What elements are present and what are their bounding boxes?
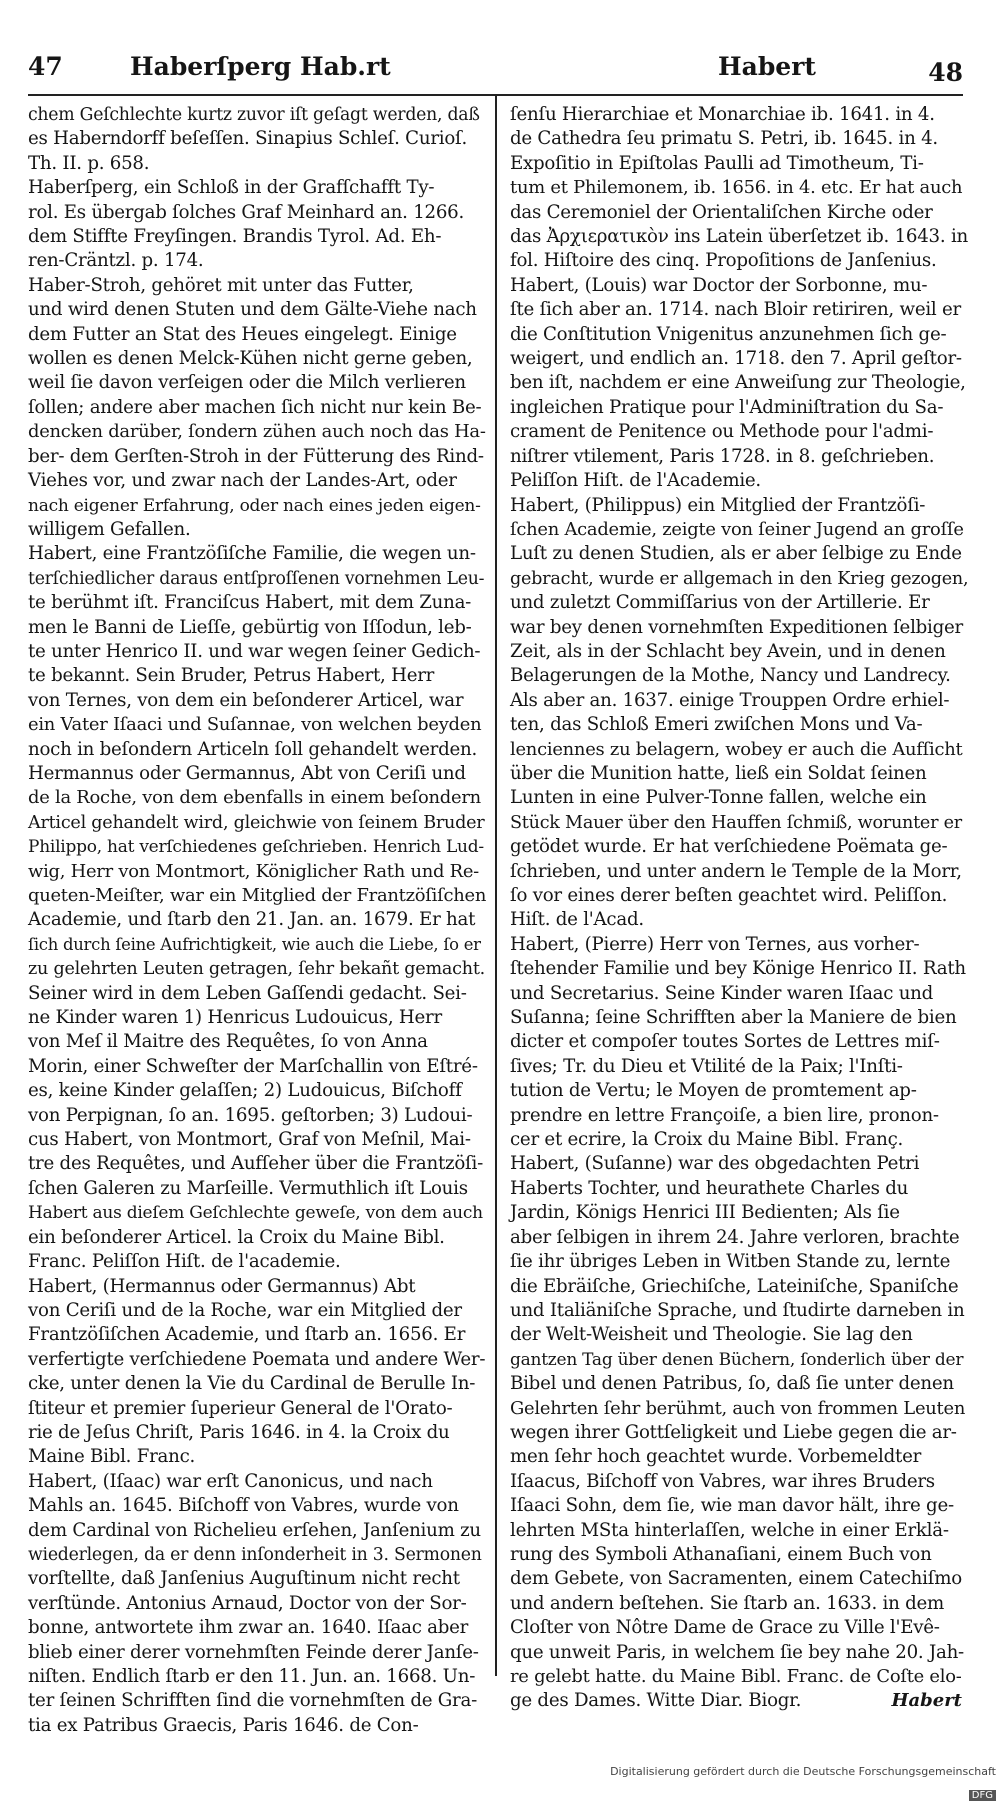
text-line: rol. Es übergab ſolches Graf Meinhard an. 1266. <box>28 201 465 223</box>
text-line: und Secretarius. Seine Kinder waren Iſaac und <box>510 982 934 1004</box>
text-line: Hermannus oder Germannus, Abt von Ceriſi und <box>28 762 466 784</box>
text-line: über die Munition hatte, ließ ein Soldat ſeinen <box>510 762 927 784</box>
text-line: niſten. Endlich ſtarb er den 11. Jun. an. 1668. Un- <box>28 1666 476 1687</box>
text-line: aber ſelbigen in ihrem 24. Jahre verloren, brachte <box>510 1226 960 1248</box>
text-line: und andern beſtehen. Sie ſtarb an. 1633. in dem <box>510 1592 944 1614</box>
text-line: das Ceremoniel der Orientaliſchen Kirche oder <box>510 201 933 223</box>
text-line: Morin, einer Schweſter der Marſchallin von Eſtré- <box>28 1055 478 1077</box>
text-line: ſich durch ſeine Aufrichtigkeit, wie auch die Liebe, ſo er <box>28 934 481 954</box>
text-line: Gelehrten ſehr berühmt, auch von frommen Leuten <box>510 1397 966 1419</box>
text-line: Maine Bibl. Franc. <box>28 1446 196 1468</box>
text-line: nach eigener Erfahrung, oder nach eines jeden eigen- <box>28 495 481 516</box>
page-number-left: 47 <box>28 52 63 81</box>
text-line: ſchrieben, und unter andern le Temple de la Morr, <box>510 860 962 882</box>
text-line: der Welt-Weisheit und Theologie. Sie lag den <box>510 1324 913 1346</box>
text-line: Stück Mauer über den Hauffen ſchmiß, worunter er <box>510 812 962 833</box>
text-line: verſtünde. Antonius Arnaud, Doctor von der Sor- <box>28 1592 467 1614</box>
text-line: tre des Requêtes, und Aufſeher über die Frantzöſi- <box>28 1153 483 1175</box>
text-line: men le Banni de Lieſſe, gebürtig von Iſſodun, leb- <box>28 616 472 638</box>
text-line: noch in beſondern Articeln ſoll gehandelt werden. <box>28 738 478 760</box>
text-line: men ſehr hoch geachtet wurde. Vorbemeldter <box>510 1446 922 1468</box>
text-line: terſchiedlicher daraus entſproſſenen vornehmen Leu- <box>28 568 485 589</box>
text-line: niſtrer vtilement, Paris 1728. in 8. geſchrieben. <box>510 445 935 467</box>
text-line: ge des Dames. Witte Diar. Biogr. <box>510 1690 802 1712</box>
text-line: Mahls an. 1645. Biſchoff von Vabres, wurde von <box>28 1495 459 1517</box>
text-line: ten, das Schloß Emeri zwiſchen Mons und Va- <box>510 714 923 736</box>
text-line: cer et ecrire, la Croix du Maine Bibl. Franç. <box>510 1129 904 1151</box>
text-line: Franc. Peliſſon Hiſt. de l'academie. <box>28 1251 341 1273</box>
text-line: ſives; Tr. du Dieu et Vtilité de la Paix; l'Inſti- <box>510 1055 903 1077</box>
text-line: que unweit Paris, in welchem ſie bey nahe 20. Jah- <box>510 1641 964 1663</box>
text-line: die Conſtitution Vnigenitus anzunehmen ſich ge- <box>510 323 947 345</box>
text-line: ber- dem Gerſten-Stroh in der Fütterung des Rind- <box>28 445 484 467</box>
text-line: ſie ihr übriges Leben in Witben Stande zu, lernte <box>510 1251 951 1273</box>
text-line: Habert, (Louis) war Doctor der Sorbonne, mu- <box>510 274 928 296</box>
text-line: Zeit, als in der Schlacht bey Avein, und in denen <box>510 640 946 662</box>
text-line: Jardin, Königs Henrici III Bedienten; Als ſie <box>510 1202 900 1224</box>
text-line: von Perpignan, ſo an. 1695. geſtorben; 3) Ludoui- <box>28 1104 473 1126</box>
running-head-left: Haberſperg <box>130 52 292 81</box>
text-line: Habert, (Hermannus oder Germannus) Abt <box>28 1275 416 1297</box>
footer-text: Digitalisierung gefördert durch die Deutsche Forschungsgemeinschaft <box>610 1765 996 1778</box>
text-line: Habert aus dieſem Geſchlechte geweſe, von dem auch <box>28 1203 483 1224</box>
text-line: dem Stiffte Freyſingen. Brandis Tyrol. Ad. Eh- <box>28 226 442 248</box>
text-line: dem Cardinal von Richelieu erſehen, Janſenium zu <box>28 1519 481 1541</box>
text-line: ein Vater Iſaaci und Suſannae, von welchen beyden <box>28 714 482 736</box>
text-line: ſenſu Hierarchiae et Monarchiae ib. 1641. in 4. <box>510 104 935 125</box>
text-line: von Ternes, von dem ein beſonderer Articel, war <box>28 689 464 711</box>
text-line: verfertigte verſchiedene Poemata und andere Wer- <box>28 1348 486 1370</box>
text-line: Suſanna; ſeine Schrifften aber la Maniere de bien <box>510 1007 957 1029</box>
text-line: das Ἀρχιερατικὸν ins Latein überſetzet ib. 1643. in <box>510 226 968 248</box>
text-line: crament de Penitence ou Methode pour l'admi- <box>510 421 934 443</box>
text-line: weil ſie davon verſeigen oder die Milch verlieren <box>28 372 466 394</box>
text-line: re gelebt hatte. du Maine Bibl. Franc. de Coſte elo- <box>510 1666 962 1687</box>
text-line: ſchen Academie, zeigte von ſeiner Jugend an groſſe <box>510 518 964 540</box>
text-line: es, keine Kinder gelaſſen; 2) Ludouicus, Biſchoff <box>28 1080 462 1102</box>
text-line: Belagerungen de la Mothe, Nancy und Landrecy. <box>510 665 951 687</box>
text-line: ren-Cräntzl. p. 174. <box>28 250 204 272</box>
text-line: ter ſeinen Schrifften ſind die vornehmſten de Gra- <box>28 1690 477 1712</box>
text-line: Haber-Stroh, gehöret mit unter das Futter, <box>28 274 414 296</box>
text-line: und wird denen Stuten und dem Gälte-Viehe nach <box>28 299 477 321</box>
text-line: ne Kinder waren 1) Henricus Ludouicus, Herr <box>28 1007 442 1029</box>
text-line: von Ceriſi und de la Roche, war ein Mitglied der <box>28 1299 462 1321</box>
page-number-right: 48 <box>928 58 963 87</box>
text-line: queten-Meiſter, war ein Mitglied der Frantzöſiſchen <box>28 885 487 906</box>
text-line: weigert, und endlich an. 1718. den 7. April geſtor- <box>510 348 962 370</box>
running-head-center: Hab.rt <box>300 52 391 81</box>
text-line: rung des Symboli Athanaſiani, einem Buch von <box>510 1543 932 1565</box>
text-line: getödet wurde. Er hat verſchiedene Poëmata ge- <box>510 836 948 858</box>
text-line: vorſtellte, daß Janſenius Auguſtinum nicht recht <box>28 1568 460 1590</box>
text-line: Peliſſon Hiſt. de l'Academie. <box>510 470 761 492</box>
text-line: Haberſperg, ein Schloß in der Grafſchafft Ty- <box>28 177 435 199</box>
text-line: Habert, (Iſaac) war erſt Canonicus, und nach <box>28 1470 433 1492</box>
text-line: Luſt zu denen Studien, als er aber ſelbige zu Ende <box>510 543 962 565</box>
dfg-badge: DFG <box>969 1790 996 1801</box>
text-line: chem Geſchlechte kurtz zuvor iſt geſagt werden, daß <box>28 105 480 125</box>
text-line: und zuletzt Commiſſarius von der Artillerie. Er <box>510 592 930 614</box>
text-line: lenciennes zu belagern, wobey er auch die Aufſicht <box>510 738 963 760</box>
text-line: te unter Henrico II. und war wegen ſeiner Gedich- <box>28 640 481 662</box>
text-line: ſollen; andere aber machen ſich nicht nur kein Be- <box>28 396 482 418</box>
text-line: Viehes vor, und zwar nach der Landes-Art, oder <box>28 470 457 492</box>
text-line: Academie, und ſtarb den 21. Jan. an. 1679. Er hat <box>28 909 476 931</box>
text-line: tum et Philemonem, ib. 1656. in 4. etc. Er hat auch <box>510 177 963 199</box>
text-line: prendre en lettre Françoiſe, a bien lire, pronon- <box>510 1104 939 1126</box>
text-line: de la Roche, von dem ebenfalls in einem beſondern <box>28 787 481 809</box>
text-line: wig, Herr von Montmort, Königlicher Rath und Re- <box>28 860 479 882</box>
text-line: Habert, (Philippus) ein Mitglied der Frantzöſi- <box>510 494 926 516</box>
text-line: gebracht, wurde er allgemach in den Krieg gezogen, <box>510 568 969 589</box>
text-line: war bey denen vornehmſten Expeditionen ſelbiger <box>510 616 963 638</box>
text-line: Philippo, hat verſchiedenes geſchrieben. Henrich Lud- <box>28 837 484 858</box>
text-line: lehrten MSta hinterlaſſen, welche in einer Erklä- <box>510 1519 949 1541</box>
text-line: gantzen Tag über denen Büchern, ſonderlich über der <box>510 1349 964 1370</box>
text-line: Bibel und denen Patribus, ſo, daß ſie unter denen <box>510 1373 954 1395</box>
text-line: dencken darüber, ſondern zühen auch noch das Ha- <box>28 421 486 443</box>
text-line: Th. II. p. 658. <box>28 152 150 174</box>
catchword: Habert <box>891 1690 962 1711</box>
text-line: cus Habert, von Montmort, Graf von Meſnil, Mai- <box>28 1129 471 1151</box>
text-line: und Italiäniſche Sprache, und ſtudirte darneben in <box>510 1299 965 1321</box>
text-line: blieb einer derer vornehmſten Feinde derer Janſe- <box>28 1641 479 1663</box>
text-line: ſte ſich aber an. 1714. nach Bloir retiriren, weil er <box>510 299 961 321</box>
text-line: te bekannt. Sein Bruder, Petrus Habert, Herr <box>28 665 435 687</box>
text-line: Frantzöſiſchen Academie, und ſtarb an. 1656. Er <box>28 1324 466 1346</box>
text-line: ſo vor eines derer beſten geachtet wird. Peliſſon. <box>510 885 948 906</box>
text-line: Haberts Tochter, und heurathete Charles du <box>510 1177 909 1199</box>
text-line: wollen es denen Melck-Kühen nicht gerne geben, <box>28 348 473 370</box>
text-line: de Cathedra ſeu primatu S. Petri, ib. 1645. in 4. <box>510 128 938 150</box>
text-line: ben iſt, nachdem er eine Anweiſung zur Theologie, <box>510 372 966 394</box>
text-line: wegen ihrer Gottſeligkeit und Liebe gegen die ar- <box>510 1421 957 1443</box>
text-line: Articel gehandelt wird, gleichwie von ſeinem Bruder <box>28 812 485 833</box>
text-line: ſtiteur et premier ſuperieur General de l'Orato- <box>28 1397 453 1419</box>
left-column <box>28 103 486 1738</box>
text-line: ein beſonderer Articel. la Croix du Maine Bibl. <box>28 1226 445 1248</box>
text-line: Expoſitio in Epiſtolas Paulli ad Timotheum, Ti- <box>510 152 924 174</box>
text-line: die Ebräiſche, Griechiſche, Lateiniſche, Spaniſche <box>510 1275 959 1297</box>
text-line: ingleichen Pratique pour l'Adminiſtration du Sa- <box>510 396 944 418</box>
text-line: Habert, (Pierre) Herr von Ternes, aus vorher- <box>510 933 920 955</box>
text-line: Habert, (Suſanne) war des obgedachten Petri <box>510 1153 920 1175</box>
running-head-right: Habert <box>718 52 816 81</box>
text-line: Iſaacus, Biſchoff von Vabres, war ihres Bruders <box>510 1470 935 1492</box>
text-line: dem Futter an Stat des Heues eingelegt. Einige <box>28 323 457 345</box>
text-line: fol. Hiſtoire des cinq. Propoſitions de Janſenius. <box>510 250 937 272</box>
text-line: bonne, antwortete ihm zwar an. 1640. Iſaac aber <box>28 1617 469 1639</box>
column-divider <box>495 96 497 1676</box>
right-column <box>510 103 968 1714</box>
text-line: Iſaaci Sohn, dem ſie, wie man davor hält, ihre ge- <box>510 1495 954 1517</box>
text-line: Hiſt. de l'Acad. <box>510 909 644 931</box>
text-line: wiederlegen, da er denn inſonderheit in 3. Sermonen <box>28 1544 482 1565</box>
text-line: ſchen Galeren zu Marſeille. Vermuthlich iſt Louis <box>28 1177 468 1199</box>
text-line: Cloſter von Nôtre Dame de Grace zu Ville l'Evê- <box>510 1617 940 1639</box>
text-line: dicter et compoſer toutes Sortes de Lettres miſ- <box>510 1031 940 1053</box>
text-line: Habert, eine Frantzöſiſche Familie, die wegen un- <box>28 543 476 565</box>
text-line: Lunten in eine Pulver-Tonne fallen, welche ein <box>510 787 927 809</box>
text-line: Seiner wird in dem Leben Gaſſendi gedacht. Sei- <box>28 982 467 1004</box>
page-header <box>28 52 963 86</box>
digitization-footer <box>580 1760 1000 1801</box>
text-line: te berühmt iſt. Franciſcus Habert, mit dem Zuna- <box>28 592 472 614</box>
text-line: ſtehender Familie und bey Könige Henrico II. Rath <box>510 958 966 980</box>
text-line: von Meſ il Maitre des Requêtes, ſo von Anna <box>28 1031 428 1053</box>
text-line: dem Gebete, von Sacramenten, einem Catechiſmo <box>510 1568 962 1590</box>
text-line: willigem Gefallen. <box>28 518 191 540</box>
text-line: cke, unter denen la Vie du Cardinal de Berulle In- <box>28 1373 476 1395</box>
text-line: zu gelehrten Leuten getragen, ſehr bekañt gemacht. <box>28 959 485 980</box>
text-line: tution de Vertu; le Moyen de promtement ap- <box>510 1080 917 1102</box>
text-line: es Haberndorff beſeſſen. Sinapius Schleſ. Curioſ. <box>28 128 468 150</box>
text-line: tia ex Patribus Graecis, Paris 1646. de Con- <box>28 1714 419 1736</box>
text-line: Als aber an. 1637. einige Trouppen Ordre erhiel- <box>510 689 950 711</box>
text-line: rie de Jeſus Chriſt, Paris 1646. in 4. la Croix du <box>28 1421 450 1443</box>
